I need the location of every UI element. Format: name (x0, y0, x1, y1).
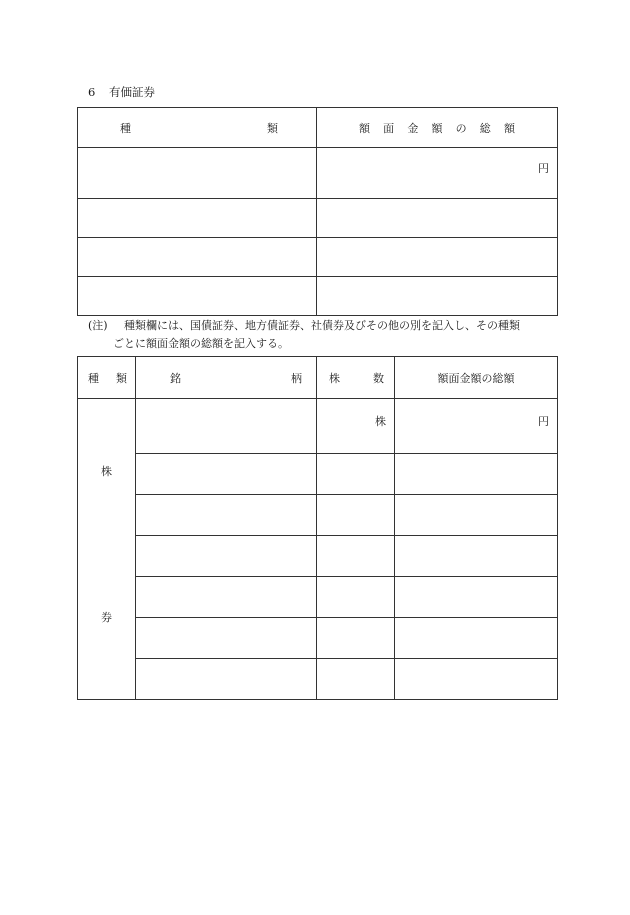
total-face-value-column-header: 額面金額の総額 (395, 357, 558, 399)
total-input-cell[interactable] (395, 618, 558, 659)
total-face-value-column-header (317, 108, 558, 148)
brand-input-cell[interactable] (136, 399, 317, 454)
kind-input-cell[interactable] (78, 148, 317, 199)
table-row (78, 199, 558, 238)
kind-header-char: 種 (88, 371, 99, 385)
table-row (78, 148, 558, 199)
note-text (88, 317, 558, 353)
total-header-char: 金 (407, 121, 419, 135)
total-input-cell[interactable] (317, 277, 558, 316)
shares-table (77, 356, 558, 700)
brand-input-cell[interactable] (136, 618, 317, 659)
total-header-char: 額 (359, 121, 370, 135)
total-input-cell[interactable] (395, 577, 558, 618)
securities-table (77, 107, 558, 316)
kind-column-header (78, 357, 136, 399)
total-header-char: 総 (479, 121, 491, 135)
stock-kind-cell (78, 399, 136, 700)
kind-header-char: 類 (116, 371, 127, 385)
section-number: 6 (88, 85, 96, 99)
shares-input-cell[interactable] (317, 454, 395, 495)
kind-input-cell[interactable] (78, 238, 317, 277)
total-input-cell[interactable] (317, 199, 558, 238)
total-input-cell[interactable] (317, 148, 558, 199)
section-title: 有価証券 (108, 85, 155, 99)
table-row (78, 399, 558, 454)
table-row (78, 495, 558, 536)
total-input-cell[interactable] (395, 659, 558, 700)
total-input-cell[interactable] (395, 536, 558, 577)
table-row (78, 577, 558, 618)
brand-input-cell[interactable] (136, 536, 317, 577)
table-row (78, 454, 558, 495)
shares-table-header (78, 357, 558, 399)
note-line-2: ごとに額面金額の総額を記入する。 (113, 337, 289, 350)
shares-input-cell[interactable] (317, 399, 395, 454)
kind-input-cell[interactable] (78, 199, 317, 238)
table-row (78, 659, 558, 700)
securities-table-header (78, 108, 558, 148)
total-header-char: 額 (503, 121, 515, 135)
shares-header-char: 株 (329, 371, 340, 385)
yen-unit-label: 円 (538, 415, 549, 428)
total-input-cell[interactable] (395, 495, 558, 536)
brand-input-cell[interactable] (136, 577, 317, 618)
total-input-cell[interactable] (395, 399, 558, 454)
table-row (78, 277, 558, 316)
brand-column-header (136, 357, 317, 399)
shares-input-cell[interactable] (317, 618, 395, 659)
kind-header-char: 種 (120, 121, 131, 135)
stock-kind-char-1: 株 (101, 465, 112, 478)
kind-input-cell[interactable] (78, 277, 317, 316)
section-heading (88, 84, 155, 100)
note-tag: (注) (88, 319, 108, 332)
shares-input-cell[interactable] (317, 659, 395, 700)
table-row (78, 238, 558, 277)
table-row (78, 536, 558, 577)
yen-unit-label: 円 (538, 162, 549, 175)
kind-header-char: 類 (267, 121, 278, 135)
total-header-char: 額 (431, 121, 443, 135)
brand-input-cell[interactable] (136, 495, 317, 536)
table-row (78, 618, 558, 659)
note-line-1: 種類欄には、国債証券、地方債証券、社債券及びその他の別を記入し、その種類 (124, 319, 520, 332)
total-input-cell[interactable] (395, 454, 558, 495)
stock-kind-char-2: 券 (101, 611, 112, 624)
shares-unit-label: 株 (375, 415, 386, 428)
brand-input-cell[interactable] (136, 659, 317, 700)
brand-header-char: 柄 (291, 371, 302, 385)
total-header-char: 面 (383, 121, 395, 135)
shares-input-cell[interactable] (317, 536, 395, 577)
shares-column-header (317, 357, 395, 399)
shares-header-char: 数 (373, 371, 384, 385)
total-input-cell[interactable] (317, 238, 558, 277)
total-header-char: の (455, 121, 467, 135)
kind-column-header (78, 108, 317, 148)
brand-header-char: 銘 (170, 371, 181, 385)
shares-input-cell[interactable] (317, 495, 395, 536)
brand-input-cell[interactable] (136, 454, 317, 495)
shares-input-cell[interactable] (317, 577, 395, 618)
